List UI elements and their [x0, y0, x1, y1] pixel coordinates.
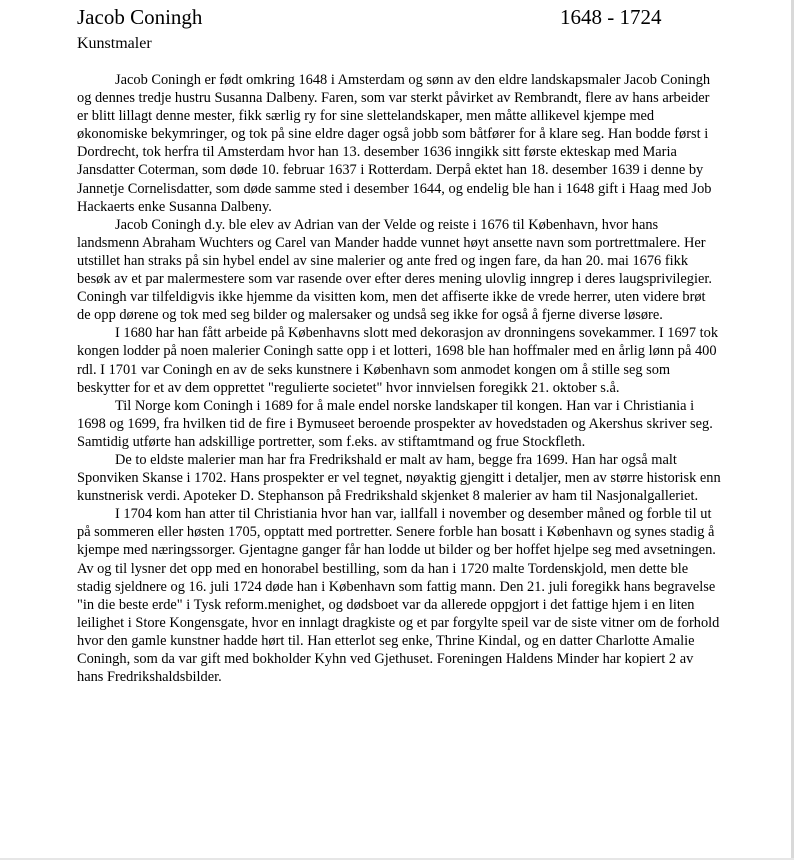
paragraph: I 1704 kom han atter til Christiania hvor han var, iallfall i november og desember måned og forble til ut på sommeren eller høsten 1705, opptatt med portretter. Senere forble han bosatt i København og synes stadig å kjempe med næringssorger. Gjentagne ganger får han lodde ut bilder og ber hoffet hjelpe seg med avsetningen. Av og til lysner det opp med en honorabel bestilling, som da han i 1720 malte Tordenskjold, men dette ble stadig sjeldnere og 16. juli 1724 døde han i København som fattig mann. Den 21. juli foregikk hans begravelse "in die beste erde" i Tysk reform.menighet, og dødsboet var da allerede oppgjort i det fattige hjem i en liten leilighet i Store Kongensgate, hvor en innlagt dragkiste og et par forgylte speil var de siste vitner om de forhold hvor den gamle kunstner hadde hørt til. Han etterlot seg enke, Thrine Kindal, og en datter Charlotte Amalie Coningh, som da var gift med bokholder Kyhn ved Gjethuset. Foreningen Haldens Minder har kopiert 2 av hans Fredrikshaldsbilder. [77, 506, 720, 686]
paragraph: De to eldste malerier man har fra Fredrikshald er malt av ham, begge fra 1699. Han har også malt Sponviken Skanse i 1702. Hans prospekter er vel tegnet, nøyaktig gjengitt i detaljer, men av større historisk enn kunstnerisk verdi. Apoteker D. Stephanson på Fredrikshald skjenket 8 malerier av ham til Nasjonalgalleriet. [77, 451, 721, 505]
document-body [77, 71, 722, 686]
document-header [77, 4, 697, 30]
paragraph: Til Norge kom Coningh i 1689 for å male endel norske landskaper til kongen. Han var i Christiania i 1698 og 1699, fra hvilken tid de fire i Bymuseet beroende prospekter av hovedstaden og Akershus skriver seg. Samtidig utførte han adskillige portretter, som f.eks. av stiftamtmand og frue Stockfleth. [77, 397, 713, 450]
paragraph: Jacob Coningh d.y. ble elev av Adrian van der Velde og reiste i 1676 til København, hvor hans landsmenn Abraham Wuchters og Carel van Mander hadde vunnet høyt ansette navn som portrettmalere. Her utstillet han straks på sin hybel endel av sine malerier og ante fred og ingen fare, da han 20. mai 1676 fikk besøk av et par malermestere som var rasende over efter deres mening ulovlig inngrep i deres laugsprivilegier. Coningh var tilfeldigvis ikke hjemme da visitten kom, men det affiserte ikke de vrede herrer, uten videre brøt de opp dørene og tok med seg bilder og malersaker og undså seg ikke for også å fjerne diverse løsøre. [77, 216, 712, 324]
page-title: Jacob Coningh [77, 5, 203, 29]
life-years: 1648 - 1724 [560, 5, 662, 29]
paragraph: I 1680 har han fått arbeide på Københavns slott med dekorasjon av dronningens sovekammer. I 1697 tok kongen lodder på noen malerier Coningh satte opp i et lotteri, 1698 ble han hoffmaler med en årlig lønn på 400 rdl. I 1701 var Coningh en av de seks kunstnere i København som anmodet kongen om å stille seg som beskytter for et av dem opprettet "regulierte societet" hvor innvielsen foregikk 21. oktober s.å. [77, 325, 719, 396]
occupation-subtitle: Kunstmaler [77, 35, 152, 52]
paragraph: Jacob Coningh er født omkring 1648 i Amsterdam og sønn av den eldre landskapsmaler Jacob Coningh og dennes tredje hustru Susanna Dalbeny. Faren, som var sterkt påvirket av Rembrandt, flere av hans arbeider er blitt lillagt denne mester, fikk særlig ry for sine slettelandskaper, men måtte allikevel kjempe med økonomiske bekymringer, og tok på sine eldre dager også jobb som båtfører for å klare seg. Han bodde først i Dordrecht, tok herfra til Amsterdam hvor han 13. desember 1636 inngikk sitt første ekteskap med Maria Jansdatter Coterman, som døde 10. februar 1637 i Rotterdam. Derpå ektet han 18. desember 1639 i denne by Jannetje Cornelisdatter, som døde samme sted i desember 1644, og endelig ble han i 1648 gift i Haag med Job Hackaerts enke Susanna Dalbeny. [77, 72, 712, 215]
